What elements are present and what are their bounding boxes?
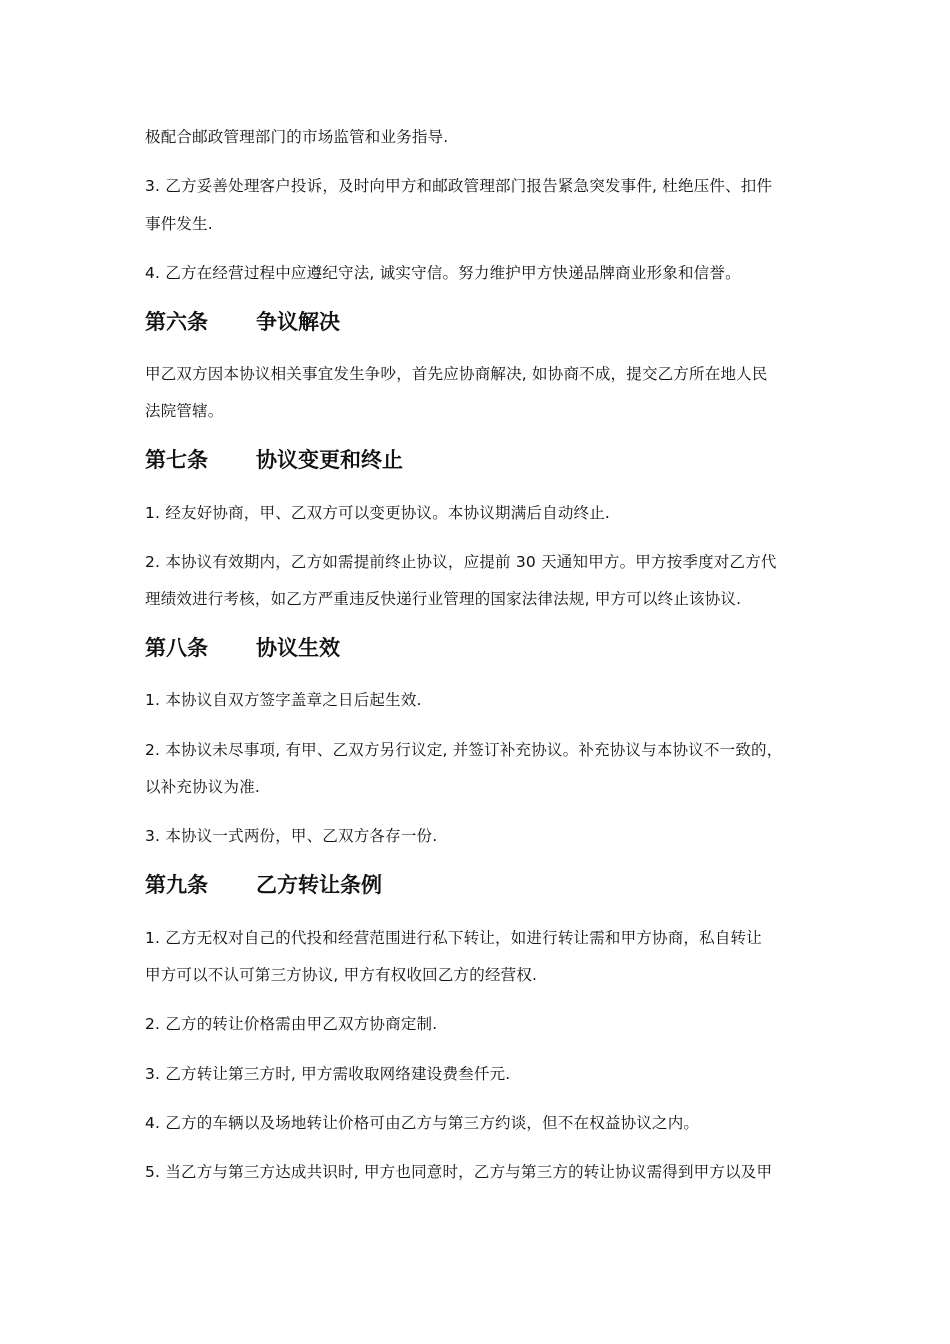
paragraph-line: 法院管辖。 [145, 402, 224, 420]
paragraph-line: 2. 本协议有效期内，乙方如需提前终止协议，应提前 30 天通知甲方。甲方按季度对乙方代 [145, 553, 777, 571]
section-heading-9 [145, 872, 382, 898]
section-number: 第七条 [145, 448, 208, 472]
paragraph-line: 甲方可以不认可第三方协议, 甲方有权收回乙方的经营权. [145, 966, 538, 984]
paragraph-line: 3. 本协议一式两份，甲、乙双方各存一份. [145, 827, 438, 845]
section-heading-7 [145, 447, 403, 473]
paragraph-line: 1. 经友好协商，甲、乙双方可以变更协议。本协议期满后自动终止. [145, 504, 611, 522]
paragraph-line: 理绩效进行考核，如乙方严重违反快递行业管理的国家法律法规, 甲方可以终止该协议. [145, 590, 742, 608]
paragraph-line: 事件发生. [145, 215, 213, 233]
paragraph-line: 极配合邮政管理部门的市场监管和业务指导. [145, 128, 449, 146]
paragraph-line: 以补充协议为准. [145, 778, 261, 796]
paragraph-line: 甲乙双方因本协议相关事宜发生争吵，首先应协商解决, 如协商不成，提交乙方所在地人民 [145, 365, 768, 383]
section-title: 乙方转让条例 [256, 873, 382, 897]
section-title: 协议生效 [256, 636, 340, 660]
paragraph-line: 3. 乙方转让第三方时, 甲方需收取网络建设费叁仟元. [145, 1065, 511, 1083]
section-title: 争议解决 [256, 310, 340, 334]
paragraph-line: 4. 乙方在经营过程中应遵纪守法, 诚实守信。努力维护甲方快递品牌商业形象和信誉。 [145, 264, 741, 282]
section-number: 第八条 [145, 636, 208, 660]
paragraph-line: 2. 本协议未尽事项, 有甲、乙双方另行议定, 并签订补充协议。补充协议与本协议不一致的， [145, 741, 783, 759]
section-number: 第九条 [145, 873, 208, 897]
paragraph-line: 4. 乙方的车辆以及场地转让价格可由乙方与第三方约谈，但不在权益协议之内。 [145, 1114, 700, 1132]
paragraph-line: 2. 乙方的转让价格需由甲乙双方协商定制. [145, 1015, 438, 1033]
paragraph-line: 3. 乙方妥善处理客户投诉，及时向甲方和邮政管理部门报告紧急突发事件, 杜绝压件、扣件 [145, 177, 773, 195]
section-heading-8 [145, 635, 340, 661]
section-title: 协议变更和终止 [256, 448, 403, 472]
paragraph-line: 5. 当乙方与第三方达成共识时, 甲方也同意时，乙方与第三方的转让协议需得到甲方以及甲 [145, 1163, 773, 1181]
paragraph-line: 1. 乙方无权对自己的代投和经营范围进行私下转让，如进行转让需和甲方协商，私自转让 [145, 929, 762, 947]
section-heading-6 [145, 309, 340, 335]
paragraph-line: 1. 本协议自双方签字盖章之日后起生效. [145, 691, 422, 709]
section-number: 第六条 [145, 310, 208, 334]
